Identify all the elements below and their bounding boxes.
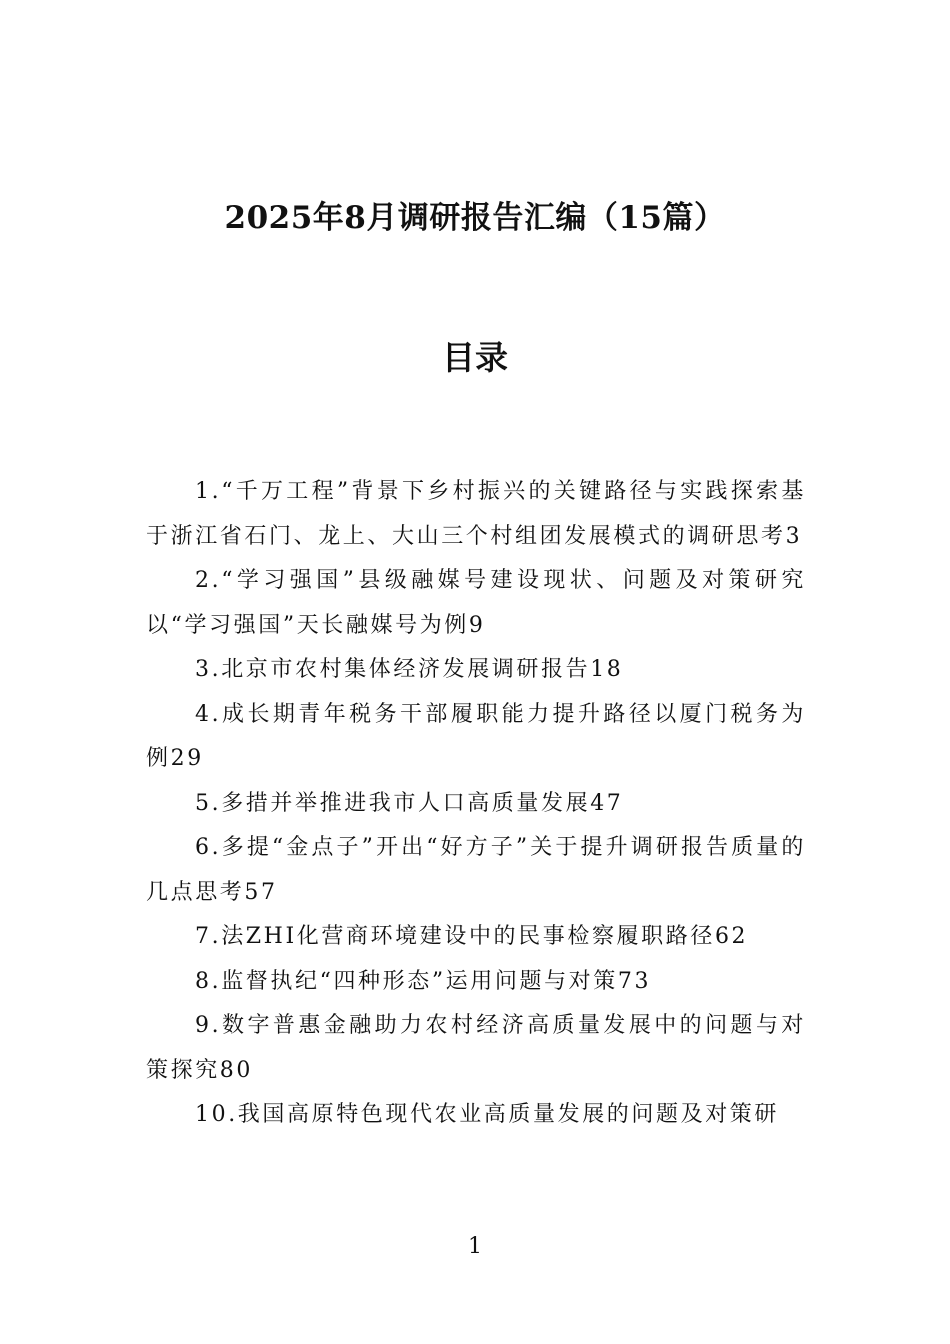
page-number: 1 (468, 1234, 482, 1259)
document-title: 2025年8月调研报告汇编（15篇） (224, 200, 726, 236)
toc-item-2[interactable]: 2.“学习强国”县级融媒号建设现状、问题及对策研究以“学习强国”天长融媒号为例9 (146, 568, 806, 638)
toc-item-9[interactable]: 9.数字普惠金融助力农村经济高质量发展中的问题与对策探究80 (146, 1013, 806, 1083)
toc-item-6[interactable]: 6.多提“金点子”开出“好方子”关于提升调研报告质量的几点思考57 (146, 835, 806, 905)
toc-item-7[interactable]: 7.法ZHI化营商环境建设中的民事检察履职路径62 (195, 924, 749, 949)
toc-item-1[interactable]: 1.“千万工程”背景下乡村振兴的关键路径与实践探索基于浙江省石门、龙上、大山三个村组团发展模式的调研思考3 (146, 479, 806, 549)
table-of-contents (146, 470, 806, 1138)
toc-item-3[interactable]: 3.北京市农村集体经济发展调研报告18 (195, 657, 624, 682)
toc-item-4[interactable]: 4.成长期青年税务干部履职能力提升路径以厦门税务为例29 (146, 701, 806, 771)
toc-heading: 目录 (442, 338, 508, 377)
toc-item-5[interactable]: 5.多措并举推进我市人口高质量发展47 (195, 790, 624, 816)
toc-item-8[interactable]: 8.监督执纪“四种形态”运用问题与对策73 (195, 968, 652, 994)
toc-item-10[interactable]: 10.我国高原特色现代农业高质量发展的问题及对策研 (195, 1102, 779, 1127)
